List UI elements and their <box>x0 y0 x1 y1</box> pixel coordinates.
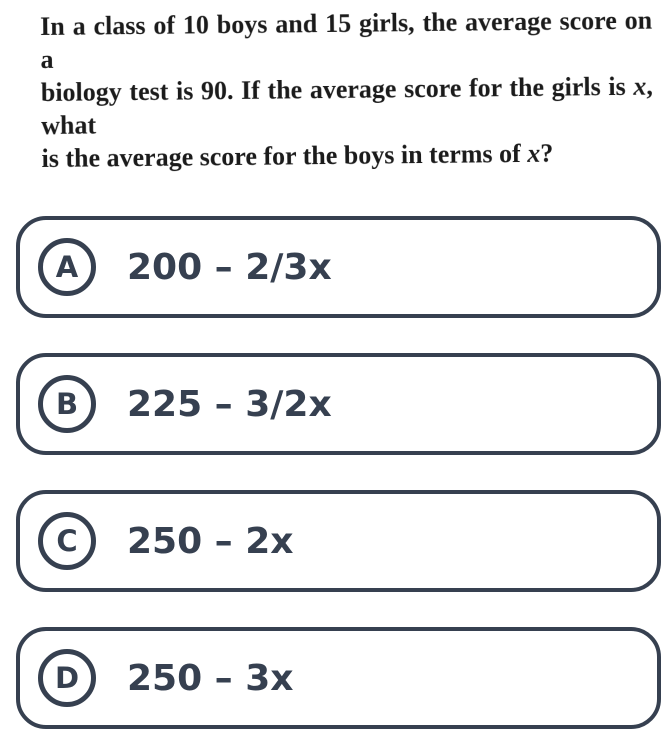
question-text <box>40 4 654 175</box>
option-a-letter: A <box>55 249 79 284</box>
option-b-letter-badge <box>38 375 96 433</box>
option-b-text: 225 – 3/2x <box>127 383 332 425</box>
option-d-letter: D <box>54 660 80 695</box>
question-line-2: biology test is 90. If the average score for the girls is x, what <box>40 71 653 140</box>
option-c-letter-badge <box>38 512 96 570</box>
option-a-letter-badge <box>38 238 96 296</box>
answer-options <box>16 216 661 729</box>
option-b-letter: B <box>55 386 79 421</box>
option-a-text: 200 – 2/3x <box>127 246 332 288</box>
answer-option-a[interactable] <box>16 216 661 318</box>
question-line-3: is the average score for the boys in terms of x? <box>41 138 554 173</box>
answer-option-b[interactable] <box>16 353 661 455</box>
option-d-letter-badge <box>38 649 96 707</box>
option-d-text: 250 – 3x <box>127 657 294 699</box>
answer-option-d[interactable] <box>16 627 661 729</box>
answer-option-c[interactable] <box>16 490 661 592</box>
question-line-1: In a class of 10 boys and 15 girls, the average score on a <box>40 5 653 74</box>
option-c-text: 250 – 2x <box>127 520 294 562</box>
option-c-letter: C <box>56 523 78 558</box>
